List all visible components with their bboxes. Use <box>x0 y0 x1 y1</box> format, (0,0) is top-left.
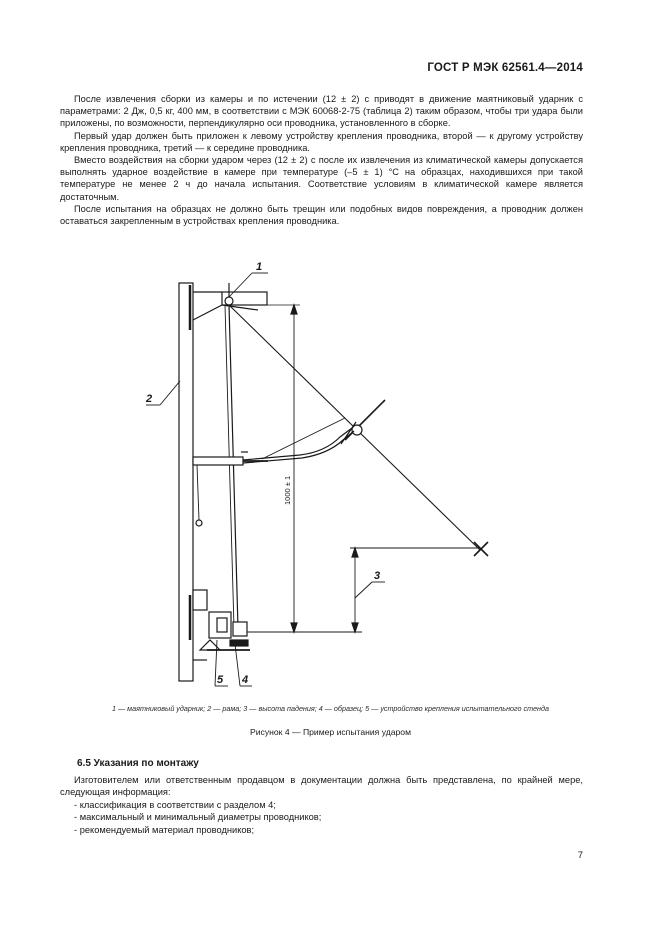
paragraph-alternative: Вместо воздействия на сборки ударом через (12 ± 2) с после их извлечения из климатической камеры допускается выполнять ударное воздействие в камере при температуре (–5 ± 1) °С на образцах, находившихся при такой температуре не менее 2 ч до начала испытания. Соответствие условиям в климатической камере является достаточным. <box>60 155 583 202</box>
section-intro: Изготовителем или ответственным продавцом в документации должна быть представлена, по крайней мере, следующая информация: <box>60 775 583 798</box>
paragraph-impact-order: Первый удар должен быть приложен к левому устройству крепления проводника, второй — к другому устройству крепления проводника, третий — к середине проводника. <box>60 130 583 153</box>
impact-test-figure <box>0 250 661 710</box>
requirements-list <box>60 799 583 836</box>
page-number: 7 <box>577 850 583 861</box>
list-item: - рекомендуемый материал проводников; <box>74 824 583 836</box>
body-text <box>60 93 583 227</box>
callout-4: 4 <box>242 674 249 686</box>
pendulum-pivot <box>225 297 233 305</box>
pendulum-striker-head <box>352 425 362 435</box>
dimension-label: 1000 ± 1 <box>283 475 292 505</box>
figure-legend: 1 — маятниковый ударник; 2 — рама; 3 — высота падения; 4 — образец; 5 — устройство крепления испытательного стенда <box>112 704 549 713</box>
document-header: ГОСТ Р МЭК 62561.4—2014 <box>427 62 583 74</box>
section-title: 6.5 Указания по монтажу <box>77 758 199 769</box>
list-item: - классификация в соответствии с разделом 4; <box>74 799 583 811</box>
figure-caption: Рисунок 4 — Пример испытания ударом <box>250 727 411 737</box>
middle-holder <box>193 457 243 465</box>
list-item: - максимальный и минимальный диаметры проводников; <box>74 811 583 823</box>
paragraph-impact-procedure: После извлечения сборки из камеры и по истечении (12 ± 2) с приводят в движение маятниковый ударник с параметрами: 2 Дж, 0,5 кг, 400 мм, в соответствии с МЭК 60068-2-75 (таблица 2) таким образом, чтобы три удара были приложены, по возможности, перпендикулярно оси проводника, установленного в сборке. <box>60 94 583 129</box>
callout-1: 1 <box>256 261 263 273</box>
callout-5: 5 <box>217 674 224 686</box>
callout-2: 2 <box>146 393 153 405</box>
section-body <box>60 774 583 836</box>
paragraph-acceptance: После испытания на образцах не должно быть трещин или подобных видов повреждения, а проводник должен оставаться закрепленным в устройствах крепления проводника. <box>60 203 583 227</box>
callout-3: 3 <box>374 570 381 582</box>
impact-test-diagram <box>0 250 661 710</box>
